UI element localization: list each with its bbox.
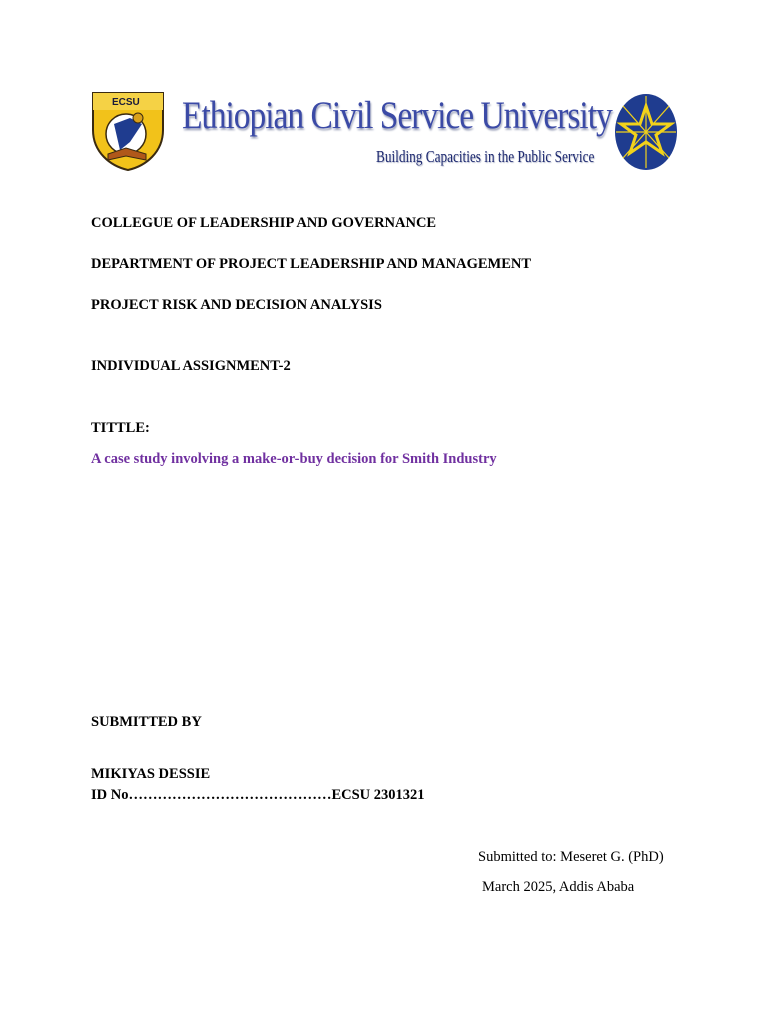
title-label: TITTLE: xyxy=(91,420,150,436)
course-name: PROJECT RISK AND DECISION ANALYSIS xyxy=(91,297,382,313)
college-name: COLLEGUE OF LEADERSHIP AND GOVERNANCE xyxy=(91,215,437,231)
university-tagline: Building Capacities in the Public Service xyxy=(376,147,595,166)
ecsu-shield-logo xyxy=(90,90,166,172)
university-banner xyxy=(90,90,680,175)
submitted-to: Submitted to: Meseret G. (PhD) xyxy=(478,849,664,865)
department-name: DEPARTMENT OF PROJECT LEADERSHIP AND MANAGEMENT xyxy=(91,256,532,272)
logo-text: ECSU xyxy=(112,97,140,108)
submitted-by-label: SUBMITTED BY xyxy=(91,714,202,730)
student-name: MIKIYAS DESSIE xyxy=(91,766,211,782)
case-study-title: A case study involving a make-or-buy decision for Smith Industry xyxy=(91,451,497,467)
date-place: March 2025, Addis Ababa xyxy=(482,879,635,895)
student-id: ID No……………………………………ECSU 2301321 xyxy=(91,787,425,803)
university-name: Ethiopian Civil Service University xyxy=(182,94,612,137)
ethiopian-star-emblem-icon xyxy=(613,92,679,172)
assignment-label: INDIVIDUAL ASSIGNMENT-2 xyxy=(91,358,291,374)
